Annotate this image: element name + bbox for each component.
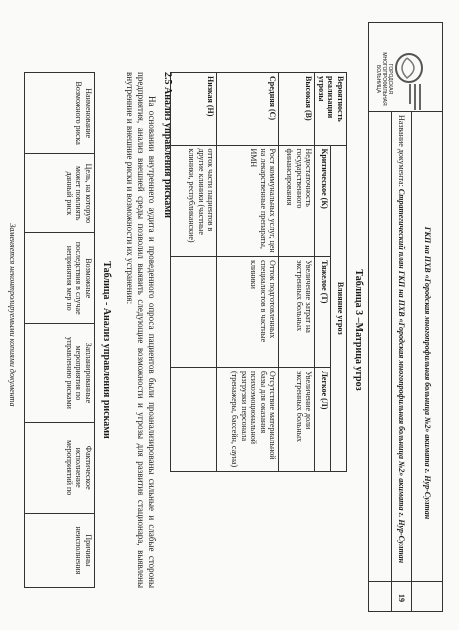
- table3-cell: Отсутствие материальной базы для оказания психоэмоциональной разгрузки персонала (тренажеры, бассейн, сауна): [217, 368, 279, 472]
- page-number: 19: [397, 594, 406, 602]
- table4-header-cell: Запланированные мероприятия по управлению рисками: [25, 324, 95, 422]
- header-title: ГКП на ПХВ «Городская многопрофильная больница №2» акимата г. Нур-Султан: [423, 226, 432, 520]
- table3-caption: Таблица 3 –Матрица угроз: [353, 269, 364, 391]
- table4-header-cell: Причины неисполнения: [25, 513, 95, 587]
- table4-header-cell: Возможные последствия в случае непринятия мер по: [25, 233, 95, 324]
- table3-head-right: Влияние угроз: [331, 145, 347, 471]
- table3-cell: [171, 257, 217, 368]
- table4-header-cell: Наименование Возможного риска: [25, 73, 95, 154]
- doc-name: Стратегический план ГКП на ПХВ «Городская многопрофильная больница №2» акимата г. Нур-Султан: [397, 188, 406, 564]
- table3-cell: Увеличение доли экстренных больных: [279, 368, 315, 472]
- threat-matrix-table: [171, 72, 348, 472]
- table3-col-critical: Критическое (К): [315, 145, 331, 257]
- section-heading: 2.5 Анализ управления рисками: [162, 72, 173, 218]
- table3-row-label: Низкая (Н): [171, 73, 217, 146]
- table3-head-left: Вероятность реализации угрозы: [315, 73, 347, 146]
- table3-cell: Отток подготовленных специалистов в частные клиники: [217, 257, 279, 368]
- table4-header-cell: Фактическое исполнение мероприятий по: [25, 422, 95, 513]
- table3-row-label: Высокая (В): [279, 73, 315, 146]
- section-paragraph: На основании внутреннего аудита и проведенного опроса пациентов были проанализированы сильные и слабые стороны предприятия, анализ внешней среды позволил выявить следующие возможности и угрозы для развития стационара, выявлены внутренние и внешние риски и возможности их устранения:: [125, 72, 157, 588]
- page-footer: Заменяется неконтролируемыми копиями документа: [8, 223, 17, 407]
- table4-header-cell: Цель, на которую может повлиять данный риск: [25, 154, 95, 233]
- table4-caption: Таблица - Анализ управления рисками: [101, 261, 112, 439]
- table3-cell: отток части пациентов в другие клиники (частные клиники, республиканские): [171, 145, 217, 257]
- risk-analysis-table: [24, 72, 95, 588]
- table3-cell: Недостаточность государственного финансирования: [279, 145, 315, 257]
- table3-col-heavy: Тяжелое (Т): [315, 257, 331, 368]
- table3-row-label: Средняя (С): [217, 73, 279, 146]
- table3-cell: [171, 368, 217, 472]
- doc-label: Название документа:: [397, 115, 406, 187]
- table3-cell: Рост коммунальных услуг, цен на лекарственные препараты, ИМН: [217, 145, 279, 257]
- logo-text: ГОРОДСКАЯ МНОГОПРОФИЛЬНАЯ БОЛЬНИЦА: [375, 52, 393, 106]
- hospital-logo: [377, 46, 429, 112]
- table3-col-light: Легкое (Л): [315, 368, 331, 472]
- table3-cell: Увеличение затрат на экстренных больных: [279, 257, 315, 368]
